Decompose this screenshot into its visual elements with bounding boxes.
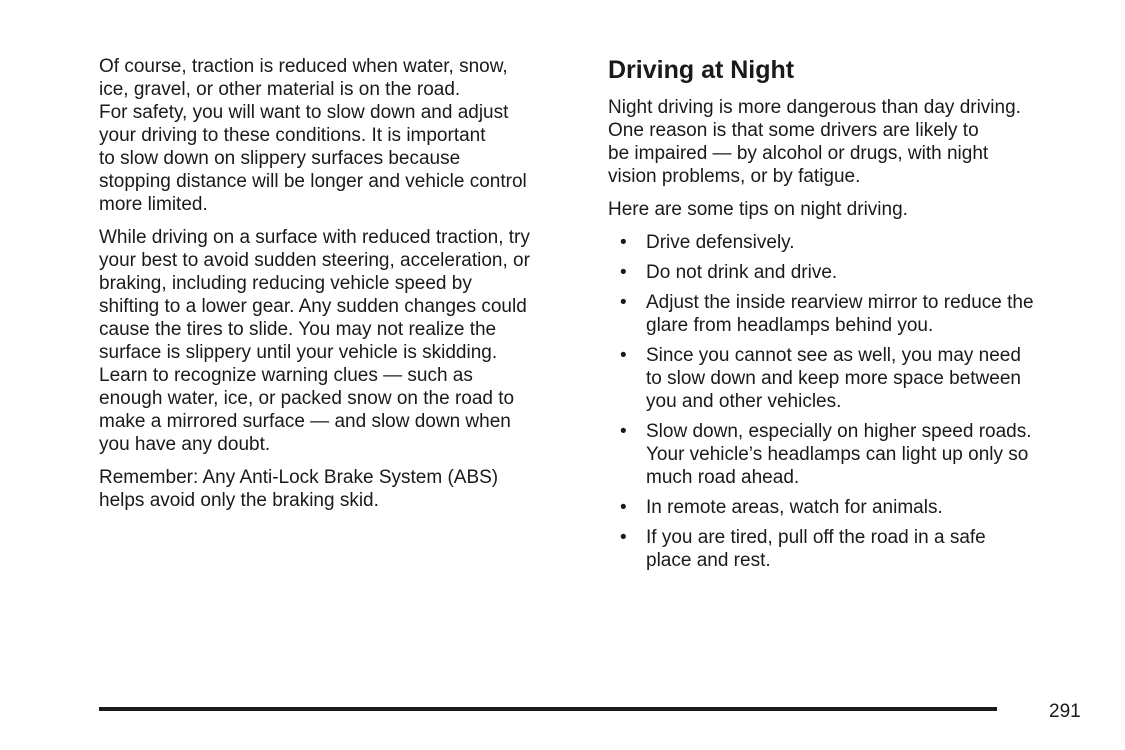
list-item-text: If you are tired, pull off the road in a safe place and rest.	[646, 527, 986, 571]
bullet-icon: •	[620, 232, 627, 253]
page-number: 291	[1049, 701, 1081, 722]
list-item	[608, 261, 1088, 284]
paragraph-traction: Of course, traction is reduced when water, snow, ice, gravel, or other material is on the road. For safety, you will want to slow down and adjust your driving to these conditions. It is important to slow down on slippery surfaces because stopping distance will be longer and vehicle control more limited.	[99, 56, 527, 215]
list-item	[608, 344, 1088, 413]
bullet-icon: •	[620, 527, 627, 548]
night-driving-tips-list	[608, 231, 1088, 572]
bullet-icon: •	[620, 262, 627, 283]
paragraph-tips-intro: Here are some tips on night driving.	[608, 199, 908, 220]
paragraph-reduced-traction: While driving on a surface with reduced traction, try your best to avoid sudden steering, acceleration, or braking, including reducing vehicle speed by shifting to a lower gear. Any sudden changes could cause the tires to slide. You may not realize the surface is slippery until your vehicle is skidding. Learn to recognize warning clues — such as enough water, ice, or packed snow on the road to make a mirrored surface — and slow down when you have any doubt.	[99, 227, 530, 455]
list-item-text: Since you cannot see as well, you may need to slow down and keep more space between you and other vehicles.	[646, 345, 1021, 412]
list-item-text: Do not drink and drive.	[646, 262, 838, 283]
list-item-text: Slow down, especially on higher speed roads. Your vehicle’s headlamps can light up only so much road ahead.	[646, 421, 1032, 488]
left-column	[99, 55, 581, 522]
bullet-icon: •	[620, 421, 627, 442]
list-item-text: In remote areas, watch for animals.	[646, 497, 943, 518]
list-item	[608, 291, 1088, 337]
list-item	[608, 496, 1088, 519]
right-column	[608, 55, 1088, 579]
list-item	[608, 231, 1088, 254]
list-item-text: Adjust the inside rearview mirror to reduce the glare from headlamps behind you.	[646, 292, 1034, 336]
list-item	[608, 526, 1088, 572]
section-heading: Driving at Night	[608, 56, 795, 84]
paragraph-night-danger: Night driving is more dangerous than day driving. One reason is that some drivers are likely to be impaired — by alcohol or drugs, with night vision problems, or by fatigue.	[608, 97, 1021, 187]
bullet-icon: •	[620, 497, 627, 518]
list-item-text: Drive defensively.	[646, 232, 795, 253]
footer-divider	[99, 707, 997, 711]
list-item	[608, 420, 1088, 489]
bullet-icon: •	[620, 292, 627, 313]
paragraph-abs-note: Remember: Any Anti-Lock Brake System (ABS) helps avoid only the braking skid.	[99, 467, 499, 511]
bullet-icon: •	[620, 345, 627, 366]
